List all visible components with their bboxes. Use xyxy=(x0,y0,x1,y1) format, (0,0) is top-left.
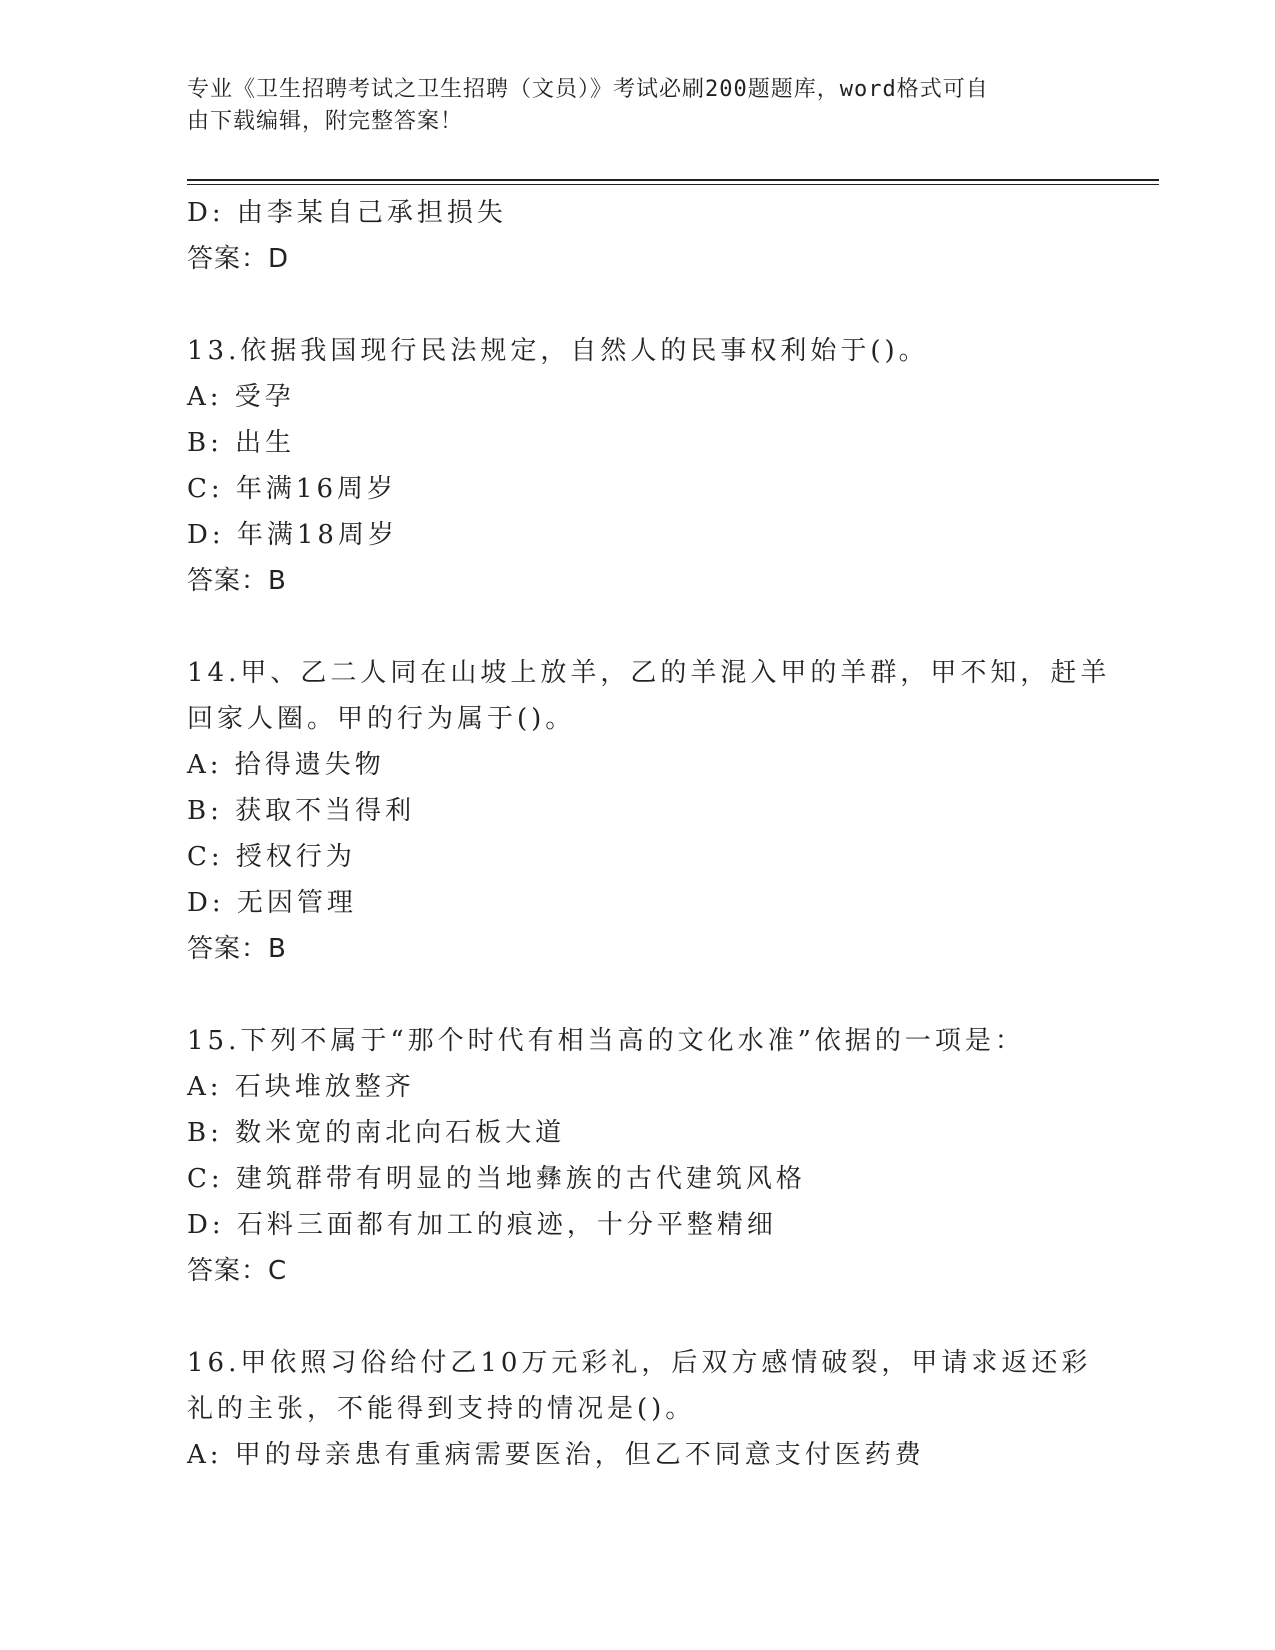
question-stem: 15.下列不属于“那个时代有相当高的文化水准”依据的一项是： xyxy=(187,1026,1025,1056)
answer: 答案：B xyxy=(187,566,287,596)
option-d: D: 石料三面都有加工的痕迹，十分平整精细 xyxy=(187,1210,777,1240)
document-header xyxy=(187,74,1087,138)
question-stem: 13.依据我国现行民法规定，自然人的民事权利始于()。 xyxy=(187,336,929,366)
spacer xyxy=(187,604,1087,650)
option-c: C: 授权行为 xyxy=(187,842,356,872)
option-b: B: 数米宽的南北向石板大道 xyxy=(187,1118,566,1148)
question-14 xyxy=(187,650,1111,972)
option-a: A: 拾得遗失物 xyxy=(187,750,385,780)
option-a: A: 甲的母亲患有重病需要医治，但乙不同意支付医药费 xyxy=(187,1440,925,1470)
spacer xyxy=(187,282,1087,328)
question-stem: 14.甲、乙二人同在山坡上放羊，乙的羊混入甲的羊群，甲不知，赶羊 xyxy=(187,658,1111,688)
prev-answer: 答案：D xyxy=(187,244,290,274)
header-line-1: 专业《卫生招聘考试之卫生招聘（文员）》考试必刷200题题库，word格式可自 xyxy=(187,77,989,102)
option-c: C: 建筑群带有明显的当地彝族的古代建筑风格 xyxy=(187,1164,806,1194)
option-b: B: 获取不当得利 xyxy=(187,796,416,826)
option-a: A: 受孕 xyxy=(187,382,295,412)
header-rule-thick xyxy=(187,179,1159,181)
question-16 xyxy=(187,1340,1092,1478)
question-13 xyxy=(187,328,1087,604)
question-content xyxy=(187,190,1111,1478)
option-b: B: 出生 xyxy=(187,428,296,458)
spacer xyxy=(187,972,1087,1018)
option-d: D: 无因管理 xyxy=(187,888,357,918)
question-stem-cont: 回家人圈。甲的行为属于()。 xyxy=(187,704,576,734)
question-15 xyxy=(187,1018,1087,1294)
header-line-2: 由下载编辑，附完整答案！ xyxy=(187,109,464,134)
answer: 答案：B xyxy=(187,934,287,964)
spacer xyxy=(187,1294,1087,1340)
question-stem-cont: 礼的主张，不能得到支持的情况是()。 xyxy=(187,1394,696,1424)
option-a: A: 石块堆放整齐 xyxy=(187,1072,415,1102)
question-stem: 16.甲依照习俗给付乙10万元彩礼，后双方感情破裂，甲请求返还彩 xyxy=(187,1348,1092,1378)
prev-option-d: D: 由李某自己承担损失 xyxy=(187,198,507,228)
answer: 答案：C xyxy=(187,1256,288,1286)
option-d: D: 年满18周岁 xyxy=(187,520,398,550)
header-rule-thin xyxy=(187,184,1159,185)
option-c: C: 年满16周岁 xyxy=(187,474,398,504)
